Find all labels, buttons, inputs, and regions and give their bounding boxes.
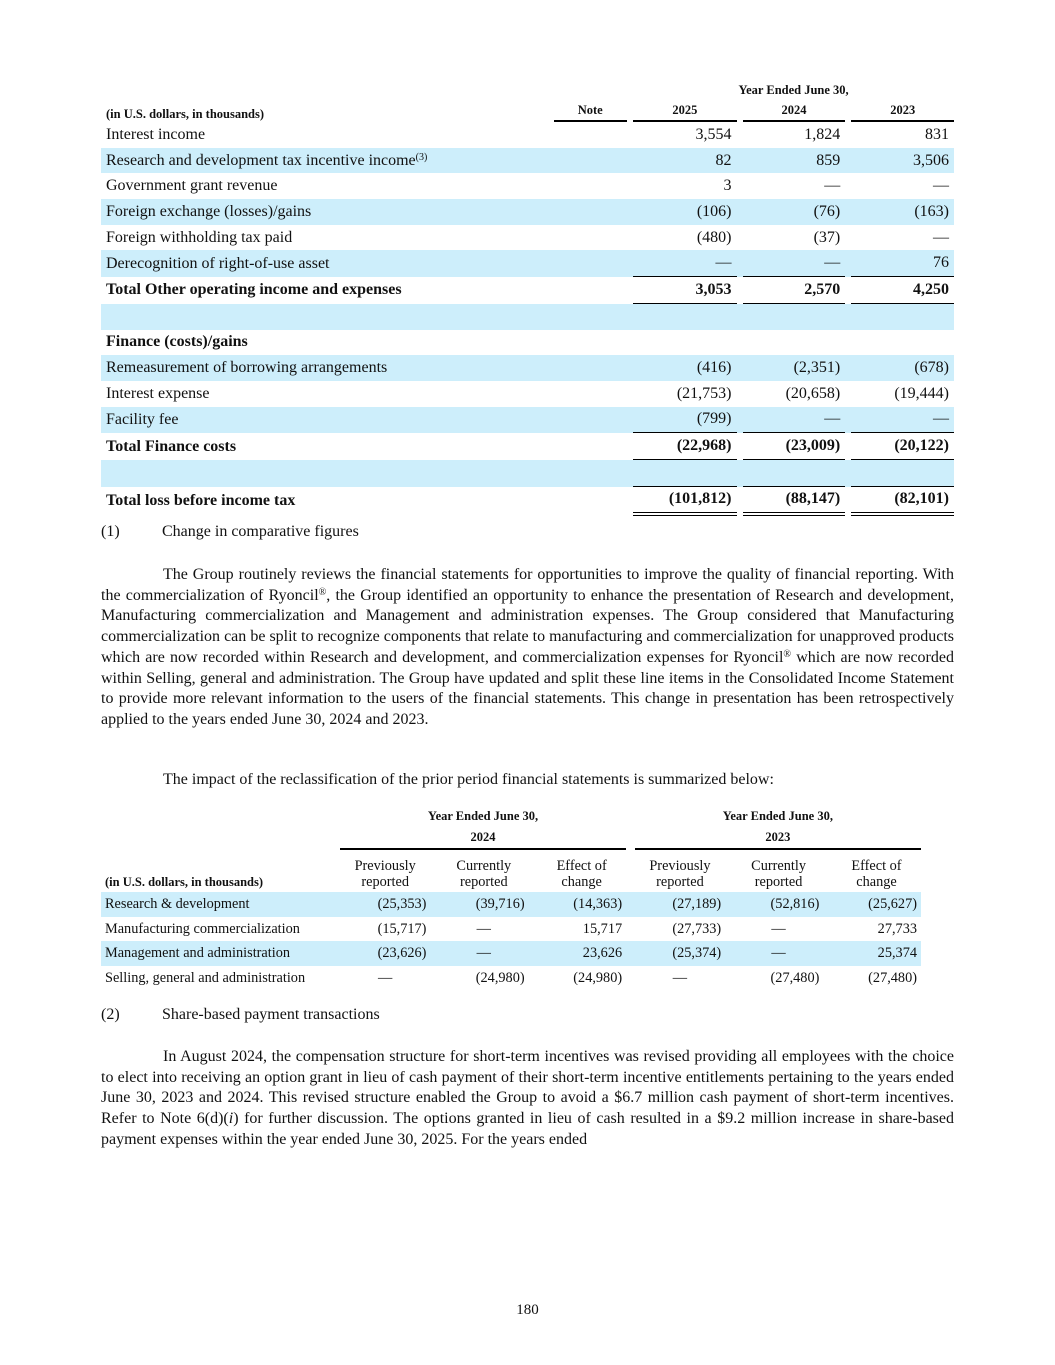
table-row — [101, 199, 954, 225]
row-label: Selling, general and administration — [105, 969, 306, 986]
other-income-finance-table — [101, 80, 954, 516]
value: — — [672, 969, 688, 986]
table-row — [101, 250, 954, 277]
value: (27,480) — [868, 969, 917, 986]
value: (27,733) — [672, 920, 722, 937]
table-row — [101, 122, 954, 148]
table-row — [101, 381, 954, 407]
grand-total-row — [101, 487, 954, 517]
group-period-row — [101, 806, 921, 827]
section-heading-1 — [101, 523, 359, 541]
paragraph-table-intro: The impact of the reclassification of the prior period financial statements is summarized below: — [163, 771, 774, 788]
value-2025: 3 — [723, 177, 732, 195]
paragraph-share-based-payment: In August 2024, the compensation structure for short-term incentives was revised providing all employees with the choice to elect into receiving an option grant in lieu of cash payment of their short-term incentive entitlements pertaining to the years ended June 30, 2023 and 2024. This revised structure enabled the Group to avoid a $6.7 million cash payment of short-term incentives. Refer to Note 6(d)(i) for further discussion. The options granted in lieu of cash resulted in a $9.2 million increase in share-based payment expenses within the year ended June 30, 2025. For the years ended — [101, 1048, 955, 1148]
value-2024: (20,658) — [785, 384, 841, 402]
value: (15,717) — [377, 920, 427, 937]
value-2024: (76) — [743, 199, 845, 225]
value-2023: 831 — [925, 125, 949, 143]
col-note: Note — [554, 100, 627, 122]
value: — — [378, 969, 393, 986]
col-2023: 2023 — [851, 100, 954, 122]
table-row — [101, 966, 921, 991]
row-label: Manufacturing commercialization — [105, 920, 300, 937]
value-2025: 82 — [633, 148, 736, 174]
value-2025: (22,968) — [633, 433, 736, 460]
value-2024: 1,824 — [804, 125, 841, 143]
value-2024: (88,147) — [743, 487, 845, 517]
row-label: Management and administration — [101, 941, 340, 966]
row-label: Total loss before income tax — [106, 492, 296, 510]
value-2023: — — [933, 228, 949, 246]
value-2023: (19,444) — [894, 384, 949, 402]
value: (27,480) — [770, 969, 820, 986]
value-2025: (101,812) — [633, 487, 736, 517]
value: 23,626 — [537, 941, 626, 966]
value: (14,363) — [537, 892, 626, 917]
finance-heading: Finance (costs)/gains — [106, 333, 248, 351]
value-2024: — — [824, 177, 841, 195]
total-row — [101, 277, 954, 304]
value: 15,717 — [582, 920, 623, 937]
value-2023: — — [851, 407, 954, 434]
value-2025: 3,554 — [695, 125, 732, 143]
table-row — [101, 173, 954, 199]
footnote-ref: (3) — [415, 151, 428, 163]
row-label: Interest expense — [106, 384, 210, 402]
row-label: Total Other operating income and expenses — [106, 281, 402, 299]
table-row — [101, 355, 954, 381]
value-2023: — — [933, 177, 949, 195]
value: (25,353) — [340, 892, 431, 917]
value-2025: 3,053 — [633, 277, 736, 304]
value: (52,816) — [734, 892, 824, 917]
row-label: Total Finance costs — [106, 437, 237, 455]
value: — — [439, 941, 529, 966]
value: (23,626) — [340, 941, 431, 966]
section-heading-row — [101, 330, 954, 356]
page-number: 180 — [516, 1302, 539, 1318]
section-title: Change in comparative figures — [162, 523, 359, 540]
col-currently-reported: Currently reported — [751, 858, 806, 890]
units-label: (in U.S. dollars, in thousands) — [105, 875, 264, 889]
value-2023: (678) — [851, 355, 954, 381]
units-label: (in U.S. dollars, in thousands) — [106, 107, 265, 121]
col-2024: 2024 — [743, 100, 845, 122]
col-previously-reported: Previously reported — [649, 858, 711, 890]
table-row — [101, 941, 921, 966]
value-2025: (21,753) — [676, 384, 732, 402]
value-2023: 3,506 — [851, 148, 954, 174]
value: (24,980) — [475, 969, 525, 986]
value-2025: (480) — [696, 228, 732, 246]
column-header-row — [101, 100, 954, 122]
spacer-row — [101, 460, 954, 487]
col-2025: 2025 — [633, 100, 736, 122]
row-label: Interest income — [106, 125, 206, 143]
value: 27,733 — [877, 920, 917, 937]
value-2023: (163) — [851, 199, 954, 225]
value-2023: 4,250 — [851, 277, 954, 304]
value: 25,374 — [832, 941, 921, 966]
value-2023: (20,122) — [851, 433, 954, 460]
value-2024: 2,570 — [743, 277, 845, 304]
group-2023-year: 2023 — [635, 827, 921, 850]
reclassification-table — [101, 806, 921, 991]
group-2023-period: Year Ended June 30, — [722, 809, 833, 823]
group-2024-period: Year Ended June 30, — [427, 809, 539, 823]
row-label: Remeasurement of borrowing arrangements — [101, 355, 547, 381]
value-2025: (106) — [633, 199, 736, 225]
group-year-row — [101, 827, 921, 850]
spacer-row — [101, 304, 954, 330]
value-2024: — — [743, 250, 845, 277]
value: — — [476, 920, 491, 937]
value-2025: — — [633, 250, 736, 277]
row-label: Government grant revenue — [106, 177, 278, 195]
value-2025: (799) — [633, 407, 736, 434]
period-header: Year Ended June 30, — [738, 82, 849, 97]
section-number: (2) — [101, 1006, 120, 1023]
value-2023: (82,101) — [851, 487, 954, 517]
row-label: Foreign exchange (losses)/gains — [101, 199, 547, 225]
group-2024-year: 2024 — [340, 827, 626, 850]
table-row — [101, 917, 921, 942]
table-row — [101, 225, 954, 251]
table-row — [101, 892, 921, 917]
subcolumn-header-row — [101, 850, 921, 892]
section-number: (1) — [101, 523, 120, 540]
value: (25,627) — [832, 892, 921, 917]
value-2025: (416) — [633, 355, 736, 381]
value: (24,980) — [573, 969, 623, 986]
row-label: Research & development — [101, 892, 340, 917]
period-header-row — [101, 80, 954, 100]
total-row — [101, 433, 954, 460]
section-heading-2 — [101, 1006, 380, 1024]
value: (27,189) — [635, 892, 726, 917]
section-title: Share-based payment transactions — [162, 1006, 380, 1023]
col-effect-of-change: Effect of change — [851, 858, 902, 890]
table-row — [101, 407, 954, 434]
col-currently-reported: Currently reported — [456, 858, 512, 890]
value: — — [734, 941, 824, 966]
value-2024: — — [743, 407, 845, 434]
value: (25,374) — [635, 941, 726, 966]
row-label: Research and development tax incentive income$^{(3)}$ — [101, 148, 547, 174]
paragraph-comparative-figures: The Group routinely reviews the financial statements for opportunities to improve the quality of financial reporting. With the commercialization of Ryoncil®, the Group identified an opportunity to enhance the presentation of Research and development, Manufacturing commercialization and Management and administration expenses. The Group considered that Manufacturing commercialization can be split to recognize components that relate to manufacturing and commercialization for unapproved products which are now recorded within Research and development, and commercialization expenses for Ryoncil® which are now recorded within Selling, general and administration. The Group have updated and split these line items in the Consolidated Income Statement to provide more relevant information to the users of the financial statements. This change in presentation has been retrospectively applied to the years ended June 30, 2024 and 2023. — [101, 566, 954, 728]
col-effect-of-change: Effect of change — [556, 858, 607, 890]
row-label: Facility fee — [101, 407, 547, 434]
value: (39,716) — [439, 892, 529, 917]
row-label: Derecognition of right-of-use asset — [101, 250, 547, 277]
value-2023: 76 — [851, 250, 954, 277]
col-previously-reported: Previously reported — [354, 858, 416, 890]
value-2024: 859 — [743, 148, 845, 174]
value-2024: (23,009) — [743, 433, 845, 460]
table-row — [101, 148, 954, 174]
value: — — [771, 920, 786, 937]
row-label: Foreign withholding tax paid — [106, 228, 293, 246]
value-2024: (37) — [813, 228, 841, 246]
value-2024: (2,351) — [743, 355, 845, 381]
